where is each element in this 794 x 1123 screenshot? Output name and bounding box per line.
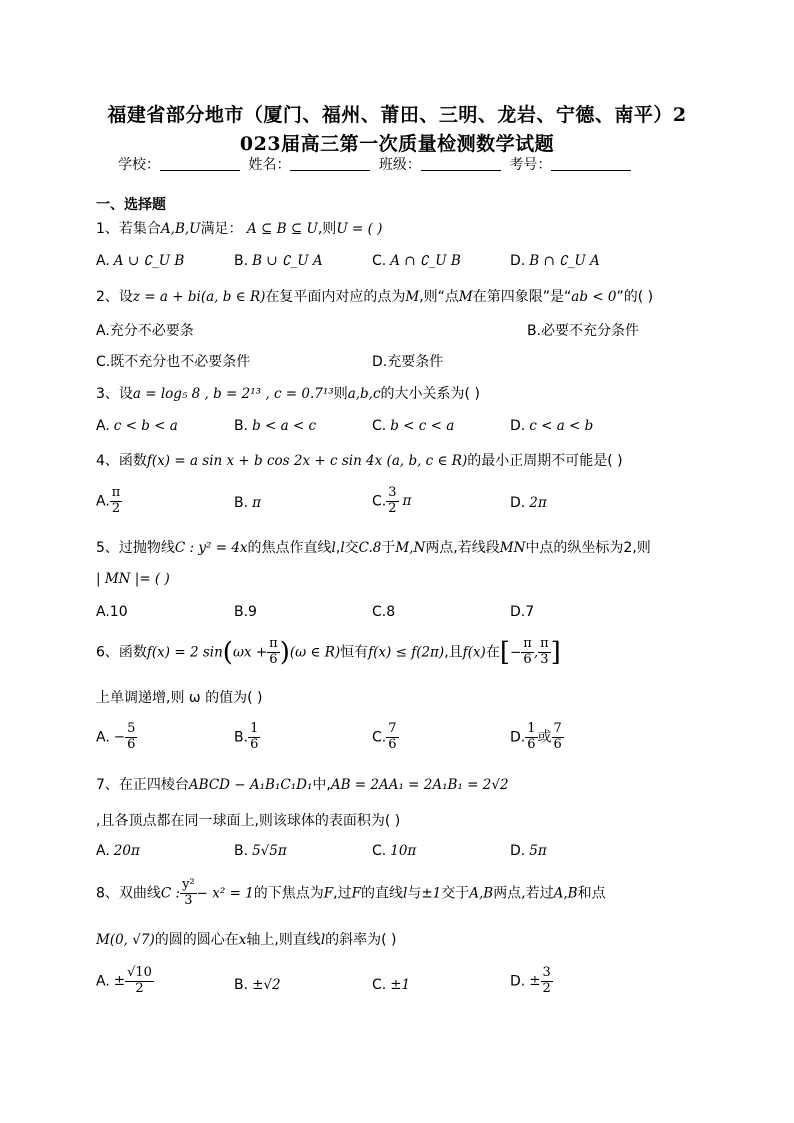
q8-a-frac xyxy=(125,966,154,997)
q8-stem-f: 交于 xyxy=(441,885,470,902)
q5-option-b: B.9 xyxy=(234,604,257,620)
q7-c-text: 10π xyxy=(390,843,417,859)
q7-option-c xyxy=(372,843,416,859)
q5-stem-b: 的焦点作直线 xyxy=(247,540,332,556)
q8-expr-b: − x² = 1 xyxy=(196,885,254,902)
q8-ab2: A,B xyxy=(553,885,578,902)
question-4 xyxy=(96,450,623,470)
q5-stem-f: 两点,若线段 xyxy=(425,540,500,556)
bracket-close: ] xyxy=(550,637,561,668)
frac-den: 6 xyxy=(527,736,536,752)
frac-num: π xyxy=(540,636,549,651)
q6-d-or: 或 xyxy=(537,729,552,746)
q5-stem-g: 中点的纵坐标为2,则 xyxy=(525,540,651,556)
q7-option-b xyxy=(234,843,287,859)
q3-vars: a,b,c xyxy=(347,386,381,402)
q5-line2: | MN |= ( ) xyxy=(96,571,170,587)
q5-stem-e: 于 xyxy=(381,540,396,556)
q3-option-a xyxy=(96,418,178,434)
q7-d-text: 5π xyxy=(529,843,547,859)
q4-c-pi: π xyxy=(402,493,412,510)
q6-stem-c: ,且 xyxy=(444,644,463,661)
q5-stem-c: , xyxy=(335,540,341,556)
q4-option-b xyxy=(234,495,261,511)
q6-neg: − xyxy=(509,644,522,661)
q8-x: x xyxy=(238,932,247,948)
q5-l2: l xyxy=(340,540,345,556)
q8-stem-g: 两点,若过 xyxy=(493,885,554,902)
q3-stem: 3、设 xyxy=(96,386,133,402)
q5-stem: 5、过抛物线 xyxy=(96,540,175,556)
student-info-row xyxy=(118,154,635,174)
q1-option-d xyxy=(510,253,600,269)
q8-d-pm: ± xyxy=(529,973,541,990)
q2-stem-c: ,则“点 xyxy=(419,289,459,305)
q2-option-b: B.必要不充分条件 xyxy=(527,323,640,339)
question-1 xyxy=(96,218,382,238)
question-7-line-2: ,且各顶点都在同一球面上,则该球体的表面积为( ) xyxy=(96,813,401,829)
q6-int-frac-2 xyxy=(538,637,551,668)
exam-no-label: 考号： xyxy=(509,157,552,173)
frac-num: π xyxy=(269,636,278,651)
question-3 xyxy=(96,383,480,403)
q5-option-c: C.8 xyxy=(372,604,396,620)
q4-option-d xyxy=(510,495,547,511)
paren-close: ) xyxy=(279,637,290,668)
q8-option-c xyxy=(372,977,410,993)
q3-a-text: c < b < a xyxy=(113,418,178,434)
q3-option-c xyxy=(372,418,454,434)
option-label: D. xyxy=(510,253,526,269)
q4-stem: 4、函数 xyxy=(96,453,147,469)
question-7 xyxy=(96,774,509,794)
q7-expr: ABCD − A₁B₁C₁D₁ xyxy=(188,777,313,793)
q6-option-d xyxy=(510,722,564,753)
q1-relation: A ⊆ B ⊆ U xyxy=(247,221,318,237)
q8-frac xyxy=(180,878,197,909)
option-label: D. xyxy=(510,973,526,990)
q6-stem-b: 恒有 xyxy=(340,644,369,661)
q8-ab: A,B xyxy=(469,885,494,902)
q3-option-b xyxy=(234,418,316,434)
option-label: B. xyxy=(234,495,249,511)
q6-expr-c: (ω ∈ R) xyxy=(289,644,341,661)
q6-a-frac xyxy=(125,722,137,753)
q2-cond: ab < 0 xyxy=(571,289,617,305)
q8-stem-e: 与 xyxy=(407,885,422,902)
q7-a-text: 20π xyxy=(113,843,140,859)
q2-option-a: A.充分不必要条 xyxy=(96,323,194,339)
option-label: B. xyxy=(234,977,249,993)
q1-a-text: A ∪ ∁_U B xyxy=(113,253,185,269)
q2-option-c: C.既不充分也不必要条件 xyxy=(96,354,251,370)
q8-f: F xyxy=(323,885,334,902)
title-line-2: 023届高三第一次质量检测数学试题 xyxy=(239,133,555,155)
q2-m: M xyxy=(405,289,420,305)
q6-a-sign: − xyxy=(113,729,126,746)
q6-expr-b: ωx + xyxy=(232,644,268,661)
q2-option-d: D.充要条件 xyxy=(372,354,444,370)
q8-c: ±1 xyxy=(421,885,442,902)
q8-line2-d: 的斜率为( ) xyxy=(325,932,397,948)
frac-num: 3 xyxy=(388,485,397,500)
question-5 xyxy=(96,537,651,557)
q8-l3: l xyxy=(320,932,326,948)
frac-den: 3 xyxy=(184,892,193,908)
option-label: C. xyxy=(372,729,387,746)
q6-int-frac-1 xyxy=(521,637,534,668)
q4-d-text: 2π xyxy=(529,495,547,511)
q1-option-c xyxy=(372,253,461,269)
frac-num: π xyxy=(523,636,532,651)
option-label: B. xyxy=(234,418,249,434)
class-blank xyxy=(421,156,501,171)
q3-option-d xyxy=(510,418,593,434)
section-heading: 一、选择题 xyxy=(96,197,166,213)
q6-expr-a: f(x) = 2 sin xyxy=(146,644,223,661)
q5-expr: C : y² = 4x xyxy=(174,540,248,556)
option-label: A. xyxy=(96,493,110,510)
q2-stem-b: 在复平面内对应的点为 xyxy=(265,289,406,305)
option-label: A. xyxy=(96,843,110,859)
q4-option-a xyxy=(96,486,122,517)
option-label: C. xyxy=(372,843,387,859)
frac-num: y² xyxy=(182,877,195,892)
q6-option-a xyxy=(96,722,137,753)
q2-stem-e: ”的( ) xyxy=(616,289,654,305)
q7-b-text: 5√5π xyxy=(252,843,287,859)
frac-num: 1 xyxy=(527,721,536,736)
q6-d-frac-1 xyxy=(525,722,537,753)
q6-expr-d: f(x) ≤ f(2π) xyxy=(368,644,445,661)
q8-stem-d: 的直线 xyxy=(360,885,403,902)
q8-expr-a: C : xyxy=(160,885,181,902)
q4-a-frac xyxy=(110,486,123,517)
q8-line2-c: 轴上,则直线 xyxy=(246,932,321,948)
frac-den: 2 xyxy=(388,500,397,516)
q1-stem-b: 满足： xyxy=(200,221,243,237)
q7-expr-b: AB = 2AA₁ = 2A₁B₁ = 2√2 xyxy=(330,777,509,793)
q5-option-d: D.7 xyxy=(510,604,535,620)
option-label: C. xyxy=(372,977,387,993)
q1-d-text: B ∩ ∁_U A xyxy=(529,253,600,269)
q6-b-frac xyxy=(248,722,260,753)
q7-option-d xyxy=(510,843,547,859)
q4-option-c xyxy=(372,486,411,517)
frac-den: 6 xyxy=(269,651,278,667)
q8-option-a xyxy=(96,966,154,997)
school-blank xyxy=(160,156,240,171)
q8-d-frac xyxy=(541,966,553,997)
q5-l: l xyxy=(331,540,336,556)
frac-num: 5 xyxy=(127,721,136,736)
q3-c-text: b < c < a xyxy=(390,418,455,434)
school-label: 学校： xyxy=(118,157,160,173)
option-label: A. xyxy=(96,729,110,746)
option-label: B. xyxy=(234,729,249,746)
q5-mn2: MN xyxy=(499,540,526,556)
q1-option-a xyxy=(96,253,184,269)
q3-stem-c: 的大小关系为( ) xyxy=(380,386,480,402)
option-label: C. xyxy=(372,493,387,510)
option-label: A. xyxy=(96,253,110,269)
q8-l: l xyxy=(402,885,408,902)
q6-stem-d: 在 xyxy=(485,644,500,661)
q1-b-text: B ∪ ∁_U A xyxy=(252,253,323,269)
question-6 xyxy=(96,637,561,668)
option-label: C. xyxy=(372,418,387,434)
q8-f2: F xyxy=(351,885,361,902)
frac-den: 2 xyxy=(111,500,121,516)
q4-expr: f(x) = a sin x + b cos 2x + c sin 4x (a, b, c ∈ R) xyxy=(146,453,468,469)
q4-stem-b: 的最小正周期不可能是( ) xyxy=(467,453,623,469)
frac-num: √10 xyxy=(127,965,152,980)
q7-option-a xyxy=(96,843,140,859)
q8-stem-b: 的下焦点为 xyxy=(253,885,324,902)
q1-stem: 1、若集合 xyxy=(96,221,161,237)
option-label: C. xyxy=(372,253,387,269)
q8-line2-b: 的圆的圆心在 xyxy=(154,932,239,948)
q5-c: C.8 xyxy=(358,540,382,556)
q3-expr: a = log₅ 8 , b = 2¹³ , c = 0.7¹³ xyxy=(132,386,334,402)
q1-sets: A,B,U xyxy=(160,221,201,237)
q1-c-text: A ∩ ∁_U B xyxy=(390,253,461,269)
question-8-line-2 xyxy=(96,929,397,949)
q6-c-frac xyxy=(386,722,398,753)
class-label: 班级： xyxy=(378,157,421,173)
q5-mn: M,N xyxy=(395,540,426,556)
q2-stem-d: 在第四象限”是“ xyxy=(472,289,572,305)
frac-num: 7 xyxy=(553,721,562,736)
q2-m2: M xyxy=(458,289,473,305)
option-label: B. xyxy=(234,253,249,269)
option-label: D. xyxy=(510,729,526,746)
paren-open: ( xyxy=(222,637,233,668)
question-6-line-2: 上单调递增,则 ω 的值为( ) xyxy=(96,690,263,706)
option-label: D. xyxy=(510,418,526,434)
q6-comma: , xyxy=(533,644,539,661)
question-8 xyxy=(96,878,606,909)
option-label: A. xyxy=(96,973,110,990)
frac-den: 6 xyxy=(523,651,532,667)
question-2 xyxy=(96,286,653,306)
q3-d-text: c < a < b xyxy=(529,418,594,434)
q8-stem: 8、双曲线 xyxy=(96,885,161,902)
q8-b-text: ±√2 xyxy=(252,977,281,993)
frac-den: 2 xyxy=(542,980,551,996)
q1-stem-c: ,则 xyxy=(317,221,337,237)
q2-expr: z = a + bi(a, b ∈ R) xyxy=(132,289,266,305)
frac-num: π xyxy=(111,485,121,500)
bracket-open: [ xyxy=(499,637,510,668)
q3-b-text: b < a < c xyxy=(252,418,317,434)
q8-point-m: M(0, √7) xyxy=(96,932,155,948)
q6-option-b xyxy=(234,722,260,753)
q1-option-b xyxy=(234,253,323,269)
q6-frac xyxy=(267,637,280,668)
name-blank xyxy=(290,156,370,171)
q8-c-text: ±1 xyxy=(390,977,411,993)
option-label: D. xyxy=(510,495,526,511)
q6-option-c xyxy=(372,722,399,753)
frac-den: 3 xyxy=(540,651,549,667)
frac-num: 3 xyxy=(542,965,551,980)
q1-ask: U = ( ) xyxy=(336,221,383,237)
frac-den: 6 xyxy=(250,736,259,752)
q8-option-b xyxy=(234,977,281,993)
q6-stem: 6、函数 xyxy=(96,644,147,661)
q6-expr-e: f(x) xyxy=(462,644,486,661)
q6-d-frac-2 xyxy=(552,722,564,753)
title-line-1: 福建省部分地市（厦门、福州、莆田、三明、龙岩、宁德、南平）2 xyxy=(107,104,687,126)
q4-c-frac xyxy=(386,486,398,517)
frac-den: 6 xyxy=(388,736,397,752)
option-label: A. xyxy=(96,418,110,434)
q7-stem: 7、在正四棱台 xyxy=(96,777,189,793)
q5-option-a: A.10 xyxy=(96,604,128,620)
q8-option-d xyxy=(510,966,553,997)
q2-stem: 2、设 xyxy=(96,289,133,305)
question-5-line-2 xyxy=(96,571,170,587)
frac-num: 1 xyxy=(250,721,259,736)
exam-no-blank xyxy=(551,156,631,171)
frac-den: 6 xyxy=(553,736,562,752)
name-label: 姓名： xyxy=(248,157,291,173)
frac-den: 2 xyxy=(135,980,144,996)
frac-den: 6 xyxy=(127,736,136,752)
q3-stem-b: 则 xyxy=(333,386,348,402)
q8-stem-c: ,过 xyxy=(333,885,352,902)
q8-stem-h: 和点 xyxy=(577,885,606,902)
option-label: B. xyxy=(234,843,249,859)
q7-stem-b: 中, xyxy=(312,777,331,793)
q8-a-pm: ± xyxy=(113,973,126,990)
frac-num: 7 xyxy=(388,721,397,736)
q5-stem-d: 交 xyxy=(344,540,359,556)
option-label: D. xyxy=(510,843,526,859)
q4-b-text: π xyxy=(252,495,261,511)
